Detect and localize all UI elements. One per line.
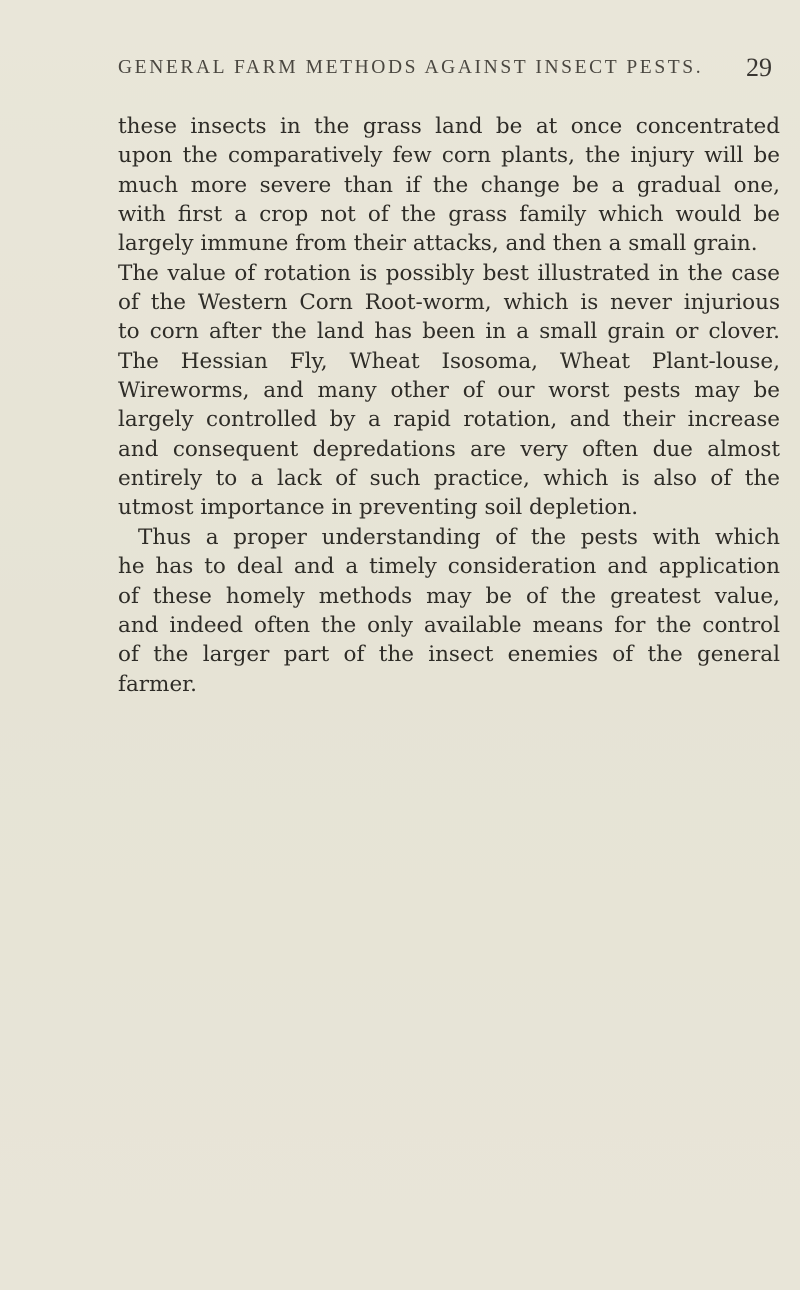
text-line: and consequent depredations are very often due almost — [118, 436, 780, 462]
text-line: The value of rotation is possibly best illustrated in the case — [118, 260, 780, 286]
text-line: farmer. — [118, 671, 197, 697]
text-line: of these homely methods may be of the greatest value, — [118, 583, 780, 609]
text-line: Thus a proper understanding of the pests with which — [138, 524, 780, 550]
text-line: he has to deal and a timely consideration and application — [118, 554, 780, 580]
body-text — [118, 112, 780, 699]
text-line: these insects in the grass land be at once concentrated — [118, 114, 780, 139]
text-line: Wireworms, and many other of our worst pests may be — [118, 378, 780, 404]
running-title: GENERAL FARM METHODS AGAINST INSECT PESTS. — [118, 57, 704, 78]
text-line: of the larger part of the insect enemies of the general — [118, 642, 780, 668]
text-line: entirely to a lack of such practice, which is also of the — [118, 466, 780, 492]
text-line: utmost importance in preventing soil depletion. — [118, 495, 639, 521]
text-line: with first a crop not of the grass family which would be — [118, 202, 780, 228]
page-number: 29 — [746, 53, 772, 82]
text-line: and indeed often the only available means for the control — [118, 612, 780, 638]
text-line: largely immune from their attacks, and then a small grain. — [118, 231, 758, 257]
running-head — [118, 53, 798, 97]
text-line: of the Western Corn Root-worm, which is never injurious — [118, 290, 780, 316]
text-line: to corn after the land has been in a small grain or clover. — [118, 319, 780, 345]
text-line: The Hessian Fly, Wheat Isosoma, Wheat Plant-louse, — [118, 348, 780, 374]
text-line: upon the comparatively few corn plants, the injury will be — [118, 143, 780, 169]
text-line: largely controlled by a rapid rotation, and their increase — [118, 407, 780, 433]
text-line: much more severe than if the change be a gradual one, — [118, 172, 780, 198]
